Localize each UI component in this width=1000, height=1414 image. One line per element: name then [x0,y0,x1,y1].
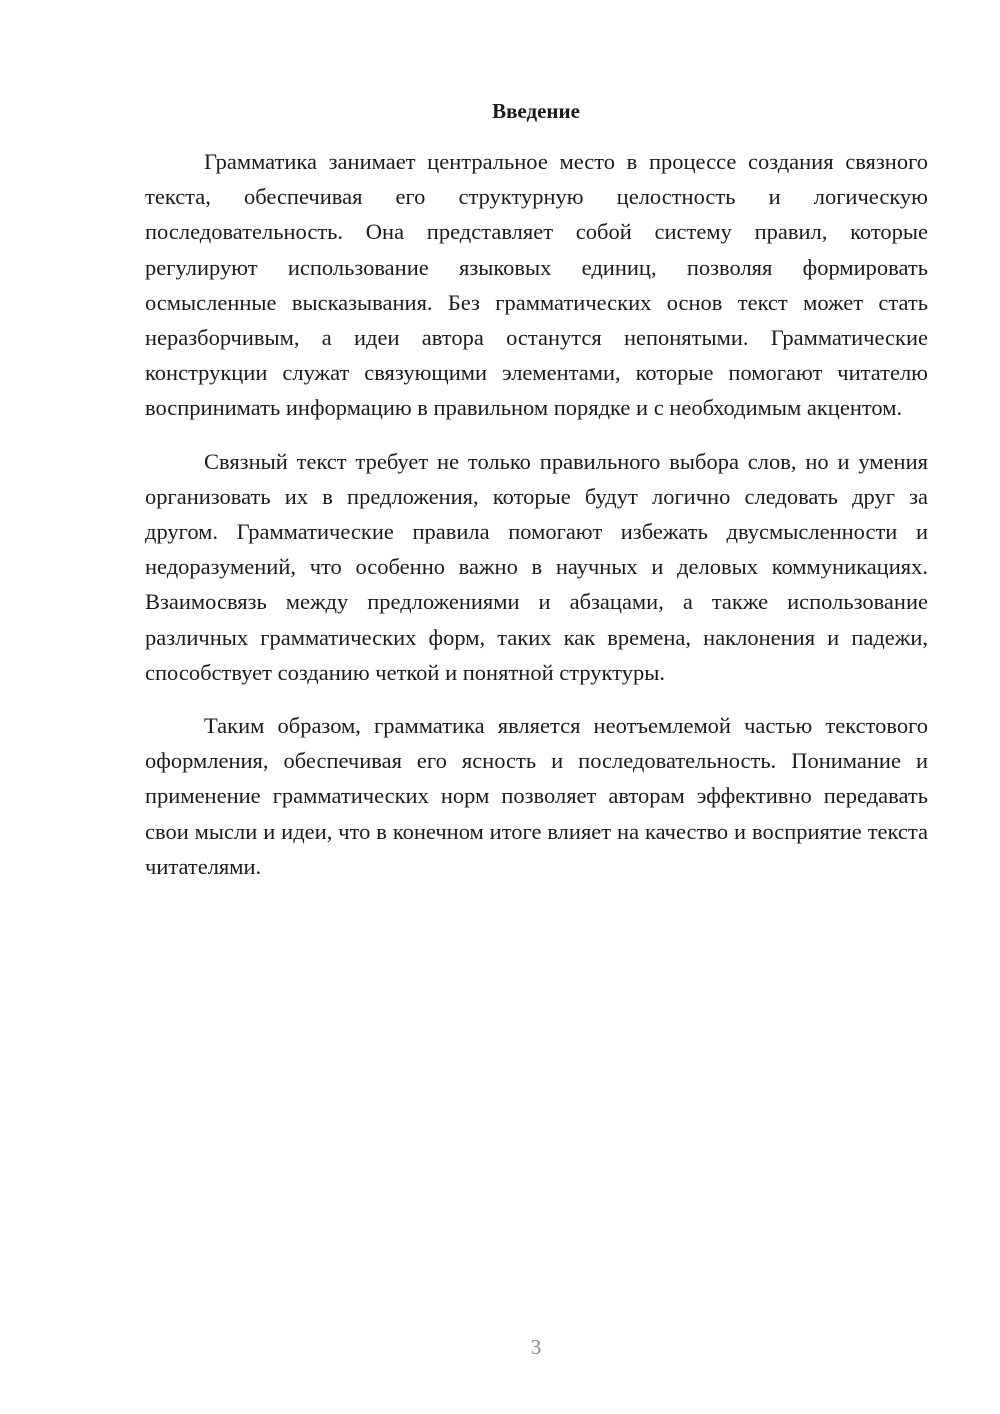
paragraph-1: Грамматика занимает центральное место в процессе создания связного текста, обеспечивая его структурную целостность и логическую последовательность. Она представляет собой систему правил, которые регулируют использование языковых единиц, позволяя формировать осмысленные высказывания. Без грамматических основ текст может стать неразборчивым, а идеи автора останутся непонятыми. Грамматические конструкции служат связующими элементами, которые помогают читателю воспринимать информацию в правильном порядке и с необходимым акцентом. [145,149,928,421]
body-text [145,144,928,902]
page-number: 3 [530,1335,542,1359]
paragraph-2: Связный текст требует не только правильного выбора слов, но и умения организовать их в предложения, которые будут логично следовать друг за другом. Грамматические правила помогают избежать двусмысленности и недоразумений, что особенно важно в научных и деловых коммуникациях. Взаимосвязь между предложениями и абзацами, а также использование различных грамматических форм, таких как времена, наклонения и падежи, способствует созданию четкой и понятной структуры. [145,448,928,685]
section-title: Введение [492,99,580,123]
paragraph-3: Таким образом, грамматика является неотъемлемой частью текстового оформления, обеспечивая его ясность и последовательность. Понимание и применение грамматических норм позволяет авторам эффективно передавать свои мысли и идеи, что в конечном итоге влияет на качество и восприятие текста читателями. [145,713,928,879]
